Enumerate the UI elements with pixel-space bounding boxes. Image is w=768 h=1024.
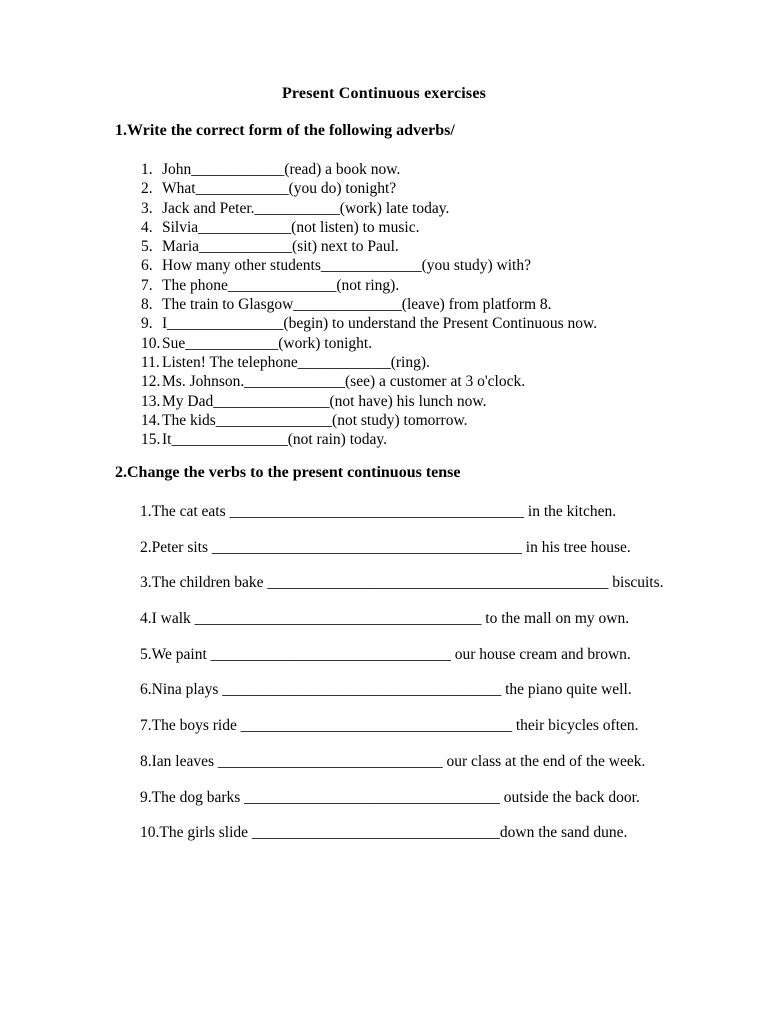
item-number: 4.	[141, 218, 153, 236]
exercise-item-1	[141, 161, 597, 180]
exercise-item-8	[141, 296, 597, 315]
exercise-item-3	[141, 200, 597, 219]
exercise-item-15	[141, 431, 597, 450]
section2-list	[140, 503, 664, 860]
section1-list	[141, 161, 597, 450]
rewrite-item-3: 3.The children bake ____________________________________________ biscuits.	[140, 574, 664, 592]
item-text: I_______________(begin) to understand the Present Continuous now.	[162, 315, 598, 333]
item-text: Sue____________(work) tonight.	[162, 334, 373, 352]
rewrite-item-6: 6.Nina plays ____________________________________ the piano quite well.	[140, 681, 632, 699]
item-number: 11.	[141, 353, 160, 371]
item-text: Jack and Peter.___________(work) late today.	[162, 199, 450, 217]
rewrite-item-2: 2.Peter sits ________________________________________ in his tree house.	[140, 538, 631, 556]
item-text: John____________(read) a book now.	[162, 161, 401, 178]
exercise-item-4	[141, 219, 597, 238]
document-title: Present Continuous exercises	[281, 85, 487, 102]
item-number: 7.	[141, 276, 153, 294]
exercise-item-9	[141, 315, 597, 334]
exercise-item-2	[141, 180, 597, 199]
item-number: 1.	[141, 161, 153, 178]
item-number: 8.	[141, 296, 153, 314]
rewrite-item-10: 10.The girls slide ________________________________down the sand dune.	[140, 824, 628, 842]
exercise-item-10	[141, 335, 597, 354]
item-number: 14.	[141, 411, 161, 429]
exercise-item-7	[141, 277, 597, 296]
item-text: The phone______________(not ring).	[162, 276, 400, 294]
rewrite-item-7: 7.The boys ride ___________________________________ their bicycles often.	[140, 717, 639, 735]
exercise-item-12	[141, 373, 597, 392]
item-text: My Dad_______________(not have) his lunch now.	[162, 392, 487, 410]
item-text: The train to Glasgow______________(leave) from platform 8.	[162, 296, 552, 314]
item-number: 12.	[141, 373, 161, 391]
section2-heading: 2.Change the verbs to the present continuous tense	[115, 464, 461, 481]
item-text: It_______________(not rain) today.	[162, 431, 387, 449]
item-text: What____________(you do) tonight?	[162, 180, 397, 198]
item-text: Silvia____________(not listen) to music.	[162, 218, 420, 236]
item-text: How many other students_____________(you study) with?	[162, 257, 531, 275]
exercise-item-14	[141, 412, 597, 431]
exercise-item-13	[141, 393, 597, 412]
item-text: Ms. Johnson._____________(see) a customer at 3 o'clock.	[162, 373, 526, 391]
item-text: Listen! The telephone____________(ring).	[162, 353, 430, 371]
item-text: Maria____________(sit) next to Paul.	[162, 238, 399, 256]
item-number: 3.	[141, 199, 153, 217]
exercise-item-6	[141, 257, 597, 276]
item-number: 6.	[141, 257, 153, 275]
item-text: The kids_______________(not study) tomorrow.	[162, 411, 468, 429]
item-number: 9.	[141, 315, 153, 333]
section1-heading: 1.Write the correct form of the following adverbs/	[115, 122, 455, 139]
item-number: 10.	[141, 334, 161, 352]
rewrite-item-4: 4.I walk _____________________________________ to the mall on my own.	[140, 610, 630, 628]
item-number: 2.	[141, 180, 153, 198]
exercise-item-11	[141, 354, 597, 373]
rewrite-item-9: 9.The dog barks _________________________________ outside the back door.	[140, 788, 640, 806]
item-number: 13.	[141, 392, 161, 410]
item-number: 15.	[141, 431, 161, 449]
rewrite-item-8: 8.Ian leaves _____________________________ our class at the end of the week.	[140, 752, 646, 770]
rewrite-item-5: 5.We paint _______________________________ our house cream and brown.	[140, 645, 631, 663]
exercise-item-5	[141, 238, 597, 257]
item-number: 5.	[141, 238, 153, 256]
rewrite-item-1: 1.The cat eats ______________________________________ in the kitchen.	[140, 503, 617, 520]
